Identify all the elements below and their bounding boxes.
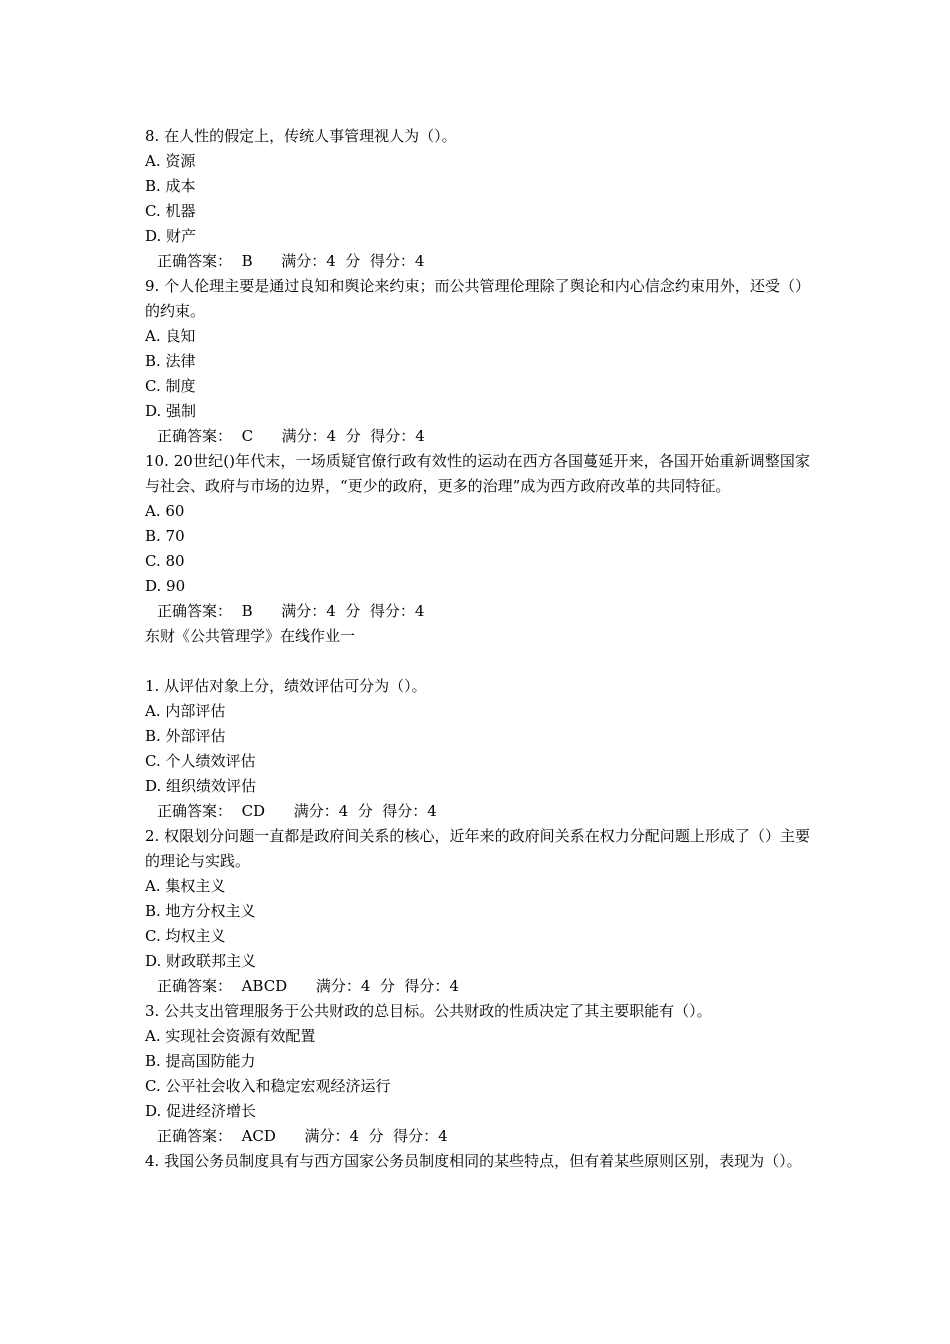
- answer-value: ABCD: [241, 977, 288, 995]
- option-a: A. 资源: [145, 152, 196, 170]
- question-block-10: [145, 449, 810, 624]
- question-block-4: [145, 1149, 810, 1174]
- question-block-9: [145, 274, 810, 449]
- option-d: D. 90: [145, 577, 186, 595]
- option-b: B. 提高国防能力: [145, 1052, 256, 1070]
- option-a: A. 实现社会资源有效配置: [145, 1027, 316, 1045]
- question-text: 4. 我国公务员制度具有与西方国家公务员制度相同的某些特点，但有着某些原则区别，表现为（）。: [145, 1152, 802, 1170]
- option-b: B. 地方分权主义: [145, 902, 256, 920]
- option-c: C. 80: [145, 552, 185, 570]
- answer-line: [145, 249, 810, 274]
- answer-value: B: [241, 602, 253, 620]
- question-text: 1. 从评估对象上分，绩效评估可分为（）。: [145, 677, 427, 695]
- question-text: 9. 个人伦理主要是通过良知和舆论来约束；而公共管理伦理除了舆论和内心信念约束用外，还受（）的约束。: [145, 277, 810, 320]
- option-a: A. 集权主义: [145, 877, 226, 895]
- answer-line: [145, 974, 810, 999]
- answer-line: [145, 599, 810, 624]
- option-d: D. 促进经济增长: [145, 1102, 257, 1120]
- option-a: A. 良知: [145, 327, 196, 345]
- answer-label: 正确答案：: [157, 1127, 233, 1145]
- answer-value: CD: [241, 802, 266, 820]
- option-c: C. 机器: [145, 202, 196, 220]
- blank-line: [145, 649, 810, 674]
- option-d: D. 组织绩效评估: [145, 777, 257, 795]
- question-block-1: [145, 674, 810, 824]
- option-c: C. 公平社会收入和稳定宏观经济运行: [145, 1077, 391, 1095]
- option-b: B. 成本: [145, 177, 196, 195]
- answer-label: 正确答案：: [157, 602, 233, 620]
- score-text: 满分：4 分 得分：4: [281, 252, 425, 270]
- question-text: 10. 20世纪()年代末，一场质疑官僚行政有效性的运动在西方各国蔓延开来，各国开始重新调整国家与社会、政府与市场的边界，“更少的政府，更多的治理”成为西方政府改革的共同特征。: [145, 452, 810, 495]
- score-text: 满分：4 分 得分：4: [281, 427, 425, 445]
- answer-value: B: [241, 252, 253, 270]
- option-a: A. 内部评估: [145, 702, 226, 720]
- document-page: [145, 124, 810, 1174]
- section-title: 东财《公共管理学》在线作业一: [145, 627, 356, 645]
- question-text: 3. 公共支出管理服务于公共财政的总目标。公共财政的性质决定了其主要职能有（）。: [145, 1002, 712, 1020]
- answer-line: [145, 1124, 810, 1149]
- answer-value: ACD: [241, 1127, 276, 1145]
- option-b: B. 70: [145, 527, 185, 545]
- answer-label: 正确答案：: [157, 802, 233, 820]
- option-b: B. 法律: [145, 352, 196, 370]
- answer-line: [145, 799, 810, 824]
- answer-value: C: [241, 427, 254, 445]
- option-b: B. 外部评估: [145, 727, 226, 745]
- score-text: 满分：4 分 得分：4: [304, 1127, 448, 1145]
- answer-label: 正确答案：: [157, 977, 233, 995]
- score-text: 满分：4 分 得分：4: [281, 602, 425, 620]
- answer-line: [145, 424, 810, 449]
- question-block-2: [145, 824, 810, 999]
- answer-label: 正确答案：: [157, 252, 233, 270]
- question-text: 8. 在人性的假定上，传统人事管理视人为（）。: [145, 127, 457, 145]
- option-d: D. 强制: [145, 402, 197, 420]
- question-block-8: [145, 124, 810, 274]
- question-block-3: [145, 999, 810, 1149]
- option-d: D. 财产: [145, 227, 197, 245]
- question-text: 2. 权限划分问题一直都是政府间关系的核心，近年来的政府间关系在权力分配问题上形成了（）主要的理论与实践。: [145, 827, 810, 870]
- score-text: 满分：4 分 得分：4: [315, 977, 459, 995]
- score-text: 满分：4 分 得分：4: [293, 802, 437, 820]
- answer-label: 正确答案：: [157, 427, 233, 445]
- option-c: C. 均权主义: [145, 927, 226, 945]
- option-c: C. 个人绩效评估: [145, 752, 256, 770]
- option-c: C. 制度: [145, 377, 196, 395]
- option-d: D. 财政联邦主义: [145, 952, 257, 970]
- option-a: A. 60: [145, 502, 185, 520]
